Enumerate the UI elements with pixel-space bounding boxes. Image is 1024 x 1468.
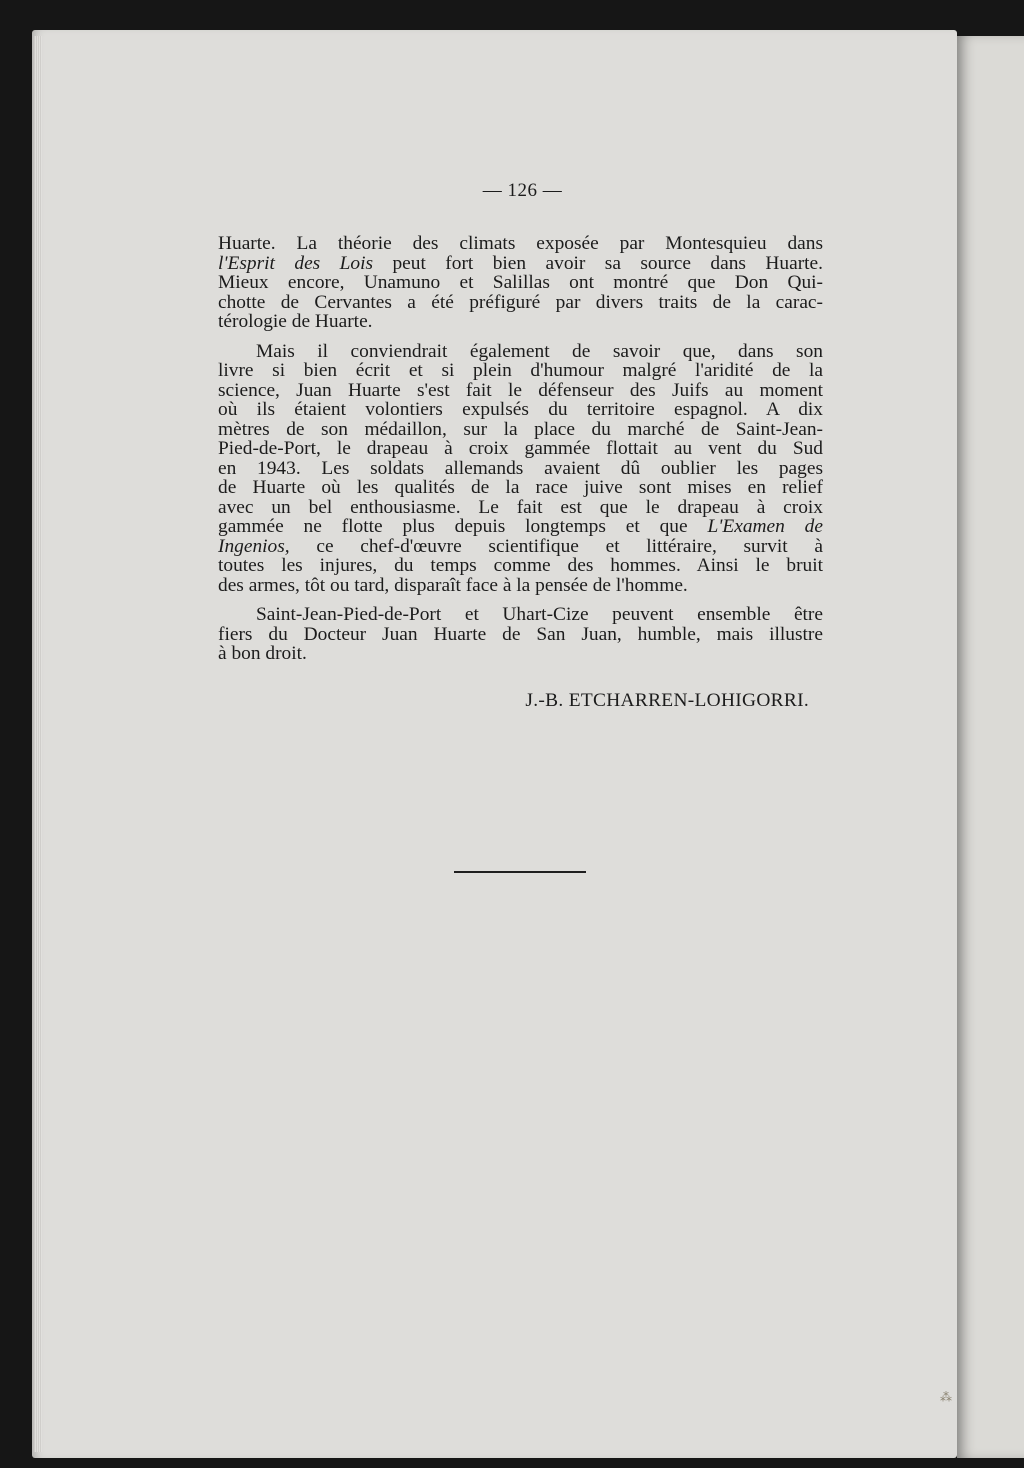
text-line: chotte de Cervantes a été préfiguré par divers traits de la carac-	[218, 291, 823, 313]
text-line: Mais il conviendrait également de savoir que, dans son	[256, 340, 823, 362]
author-signature: J.-B. ETCHARREN-LOHIGORRI.	[525, 689, 809, 711]
text-line: toutes les injures, du temps comme des hommes. Ainsi le bruit	[218, 555, 823, 576]
text-line: en 1943. Les soldats allemands avaient dû oublier les pages	[218, 457, 823, 479]
paragraph-2	[218, 342, 823, 596]
text-fragment: ce chef-d'œuvre scientifique et littéraire, survit à	[289, 535, 823, 557]
text-line: fiers du Docteur Juan Huarte de San Juan, humble, mais illustre	[218, 623, 823, 645]
text-fragment: peut fort bien avoir sa source dans Huarte.	[373, 252, 823, 274]
page-number: — 126 —	[482, 180, 563, 201]
text-line-with-italic	[218, 537, 823, 557]
italic-title: l'Esprit des Lois	[218, 252, 374, 274]
text-line: avec un bel enthousiasme. Le fait est que le drapeau à croix	[218, 496, 823, 518]
paragraph-3	[218, 605, 823, 664]
text-line: mètres de son médaillon, sur la place du marché de Saint-Jean-	[218, 418, 823, 440]
italic-title: Ingenios,	[218, 535, 290, 557]
end-separator-rule	[454, 871, 586, 873]
paper-stain-mark: ⁂	[940, 1390, 952, 1404]
text-line: où ils étaient volontiers expulsés du territoire espagnol. A dix	[218, 399, 823, 420]
text-line: livre si bien écrit et si plein d'humour malgré l'aridité de la	[218, 360, 823, 381]
text-line: Saint-Jean-Pied-de-Port et Uhart-Cize peuvent ensemble être	[256, 604, 823, 625]
italic-title: L'Examen de	[707, 516, 823, 537]
text-line: de Huarte où les qualités de la race juive sont mises en relief	[218, 477, 823, 498]
page-content	[218, 180, 823, 712]
facing-page-edge	[957, 36, 1024, 1458]
page-stack-edges	[34, 36, 42, 1452]
text-line-with-italic	[218, 254, 823, 274]
text-line: science, Juan Huarte s'est fait le défenseur des Juifs au moment	[218, 379, 823, 401]
text-line-with-italic	[218, 517, 823, 537]
text-line: des armes, tôt ou tard, disparaît face à la pensée de l'homme.	[218, 574, 688, 596]
text-line: Pied-de-Port, le drapeau à croix gammée flottait au vent du Sud	[218, 438, 823, 459]
text-line: Huarte. La théorie des climats exposée par Montesquieu dans	[218, 233, 823, 254]
text-fragment: gammée ne flotte plus depuis longtemps et que	[218, 516, 708, 537]
paragraph-1	[218, 234, 823, 332]
text-line: térologie de Huarte.	[218, 311, 373, 332]
text-line: à bon droit.	[218, 643, 307, 664]
text-line: Mieux encore, Unamuno et Salillas ont montré que Don Qui-	[218, 272, 823, 293]
